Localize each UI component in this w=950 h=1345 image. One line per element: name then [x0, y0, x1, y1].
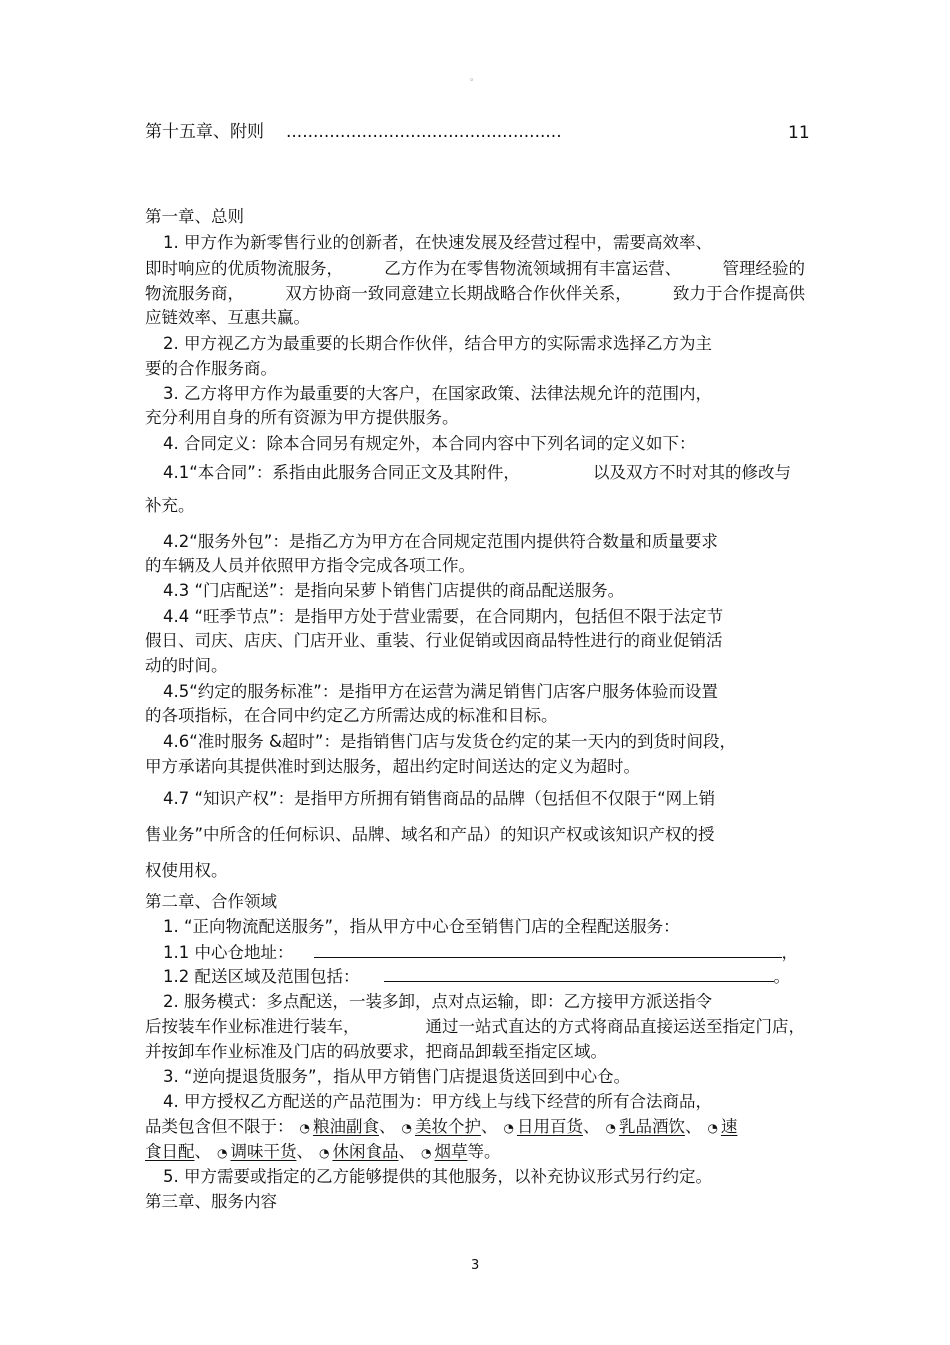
category-item: 调味干货	[230, 1142, 297, 1161]
chapter-1-title: 第一章、总则	[145, 207, 244, 226]
page-number: 3	[471, 1258, 480, 1273]
category-item: 烟草	[434, 1142, 468, 1161]
paragraph	[163, 462, 791, 484]
paragraph: 假日、司庆、店庆、门店开业、重装、行业促销或因商品特性进行的商业促销活	[145, 631, 723, 650]
text-segment: 品类包含但不限于：	[145, 1117, 294, 1136]
delivery-area-blank	[384, 967, 774, 982]
category-item: 美妆个护	[414, 1117, 481, 1136]
paragraph: 3. “逆向提退货服务”，指从甲方销售门店提退货送回到中心仓。	[163, 1067, 631, 1086]
paragraph: 4. 甲方授权乙方配送的产品范围为：甲方线上与线下经营的所有合法商品，	[163, 1092, 712, 1111]
circle-bullet-icon: ◔	[401, 1121, 412, 1135]
circle-bullet-icon: ◔	[605, 1121, 616, 1135]
category-item: 速	[720, 1117, 738, 1136]
paragraph: 4.5“约定的服务标准”：是指甲方在运营为满足销售门店客户服务体验而设置	[163, 682, 718, 701]
paragraph	[145, 258, 805, 280]
paragraph	[145, 1016, 805, 1038]
chapter-3-title: 第三章、服务内容	[145, 1192, 277, 1211]
paragraph: 并按卸车作业标准及门店的码放要求，把商品卸载至指定区域。	[145, 1042, 607, 1061]
text-segment: 即时响应的优质物流服务，	[145, 259, 343, 278]
chapter-2-title: 第二章、合作领域	[145, 892, 277, 911]
circle-bullet-icon: ◔	[707, 1121, 718, 1135]
text-segment: 致力于合作提高供	[673, 284, 805, 303]
text-segment: 4.1“本合同”：系指由此服务合同正文及其附件，	[163, 463, 520, 482]
delivery-area-line	[163, 966, 790, 988]
paragraph: 4.4 “旺季节点”：是指甲方处于营业需要，在合同期内，包括但不限于法定节	[163, 607, 724, 626]
paragraph: 4.6“准时服务 &超时”：是指销售门店与发货仓约定的某一天内的到货时间段，	[163, 732, 736, 751]
category-item: 粮油副食	[312, 1117, 379, 1136]
paragraph: 4.3 “门店配送”：是指向呆萝卜销售门店提供的商品配送服务。	[163, 581, 625, 600]
paragraph: 2. 甲方视乙方为最重要的长期合作伙伴，结合甲方的实际需求选择乙方为主	[163, 334, 712, 353]
text-segment: 后按装车作业标准进行装车，	[145, 1017, 360, 1036]
paragraph: 的车辆及人员并依照甲方指令完成各项工作。	[145, 556, 475, 575]
paragraph: 1. “正向物流配送服务”，指从甲方中心仓至销售门店的全程配送服务：	[163, 917, 680, 936]
category-item: 食日配	[145, 1142, 195, 1161]
category-list-cont: 食日配、 ◔ 调味干货、 ◔ 休闲食品、 ◔ 烟草等。	[145, 1141, 500, 1164]
paragraph: 应链效率、互惠共赢。	[145, 308, 310, 327]
paragraph: 权使用权。	[145, 861, 228, 880]
circle-bullet-icon: ◔	[420, 1146, 432, 1160]
center-warehouse-address-blank	[314, 943, 782, 958]
text-segment: 管理经验的	[722, 259, 805, 278]
text-segment: 1.2 配送区域及范围包括：	[163, 967, 360, 986]
paragraph: 5. 甲方需要或指定的乙方能够提供的其他服务，以补充协议形式另行约定。	[163, 1167, 712, 1186]
toc-page-number: 11	[788, 123, 810, 143]
paragraph: 补充。	[145, 496, 195, 515]
paragraph	[145, 283, 805, 305]
toc-dots: ...................................................	[286, 122, 562, 142]
circle-bullet-icon: ◔	[503, 1121, 514, 1135]
paragraph: 3. 乙方将甲方作为最重要的大客户，在国家政策、法律法规允许的范围内，	[163, 384, 712, 403]
toc-entry	[145, 121, 562, 143]
paragraph: 充分利用自身的所有资源为甲方提供服务。	[145, 408, 459, 427]
text-segment: 物流服务商，	[145, 284, 244, 303]
paragraph: 售业务”中所含的任何标识、品牌、域名和产品）的知识产权或该知识产权的授	[145, 825, 715, 844]
text-segment: 以及双方不时对其的修改与	[593, 463, 791, 482]
paragraph: 4.2“服务外包”：是指乙方为甲方在合同规定范围内提供符合数量和质量要求	[163, 532, 718, 551]
circle-bullet-icon: ◔	[299, 1121, 310, 1135]
category-item: 乳品酒饮	[618, 1117, 685, 1136]
toc-title: 第十五章、附则	[145, 122, 264, 142]
circle-bullet-icon: ◔	[217, 1146, 228, 1160]
text-segment: ，	[781, 943, 798, 962]
paragraph: 动的时间。	[145, 656, 228, 675]
address-line	[163, 942, 798, 964]
paragraph: 甲方承诺向其提供准时到达服务，超出约定时间送达的定义为超时。	[145, 757, 640, 776]
paragraph: 1. 甲方作为新零售行业的创新者，在快速发展及经营过程中，需要高效率、	[163, 233, 712, 252]
paragraph: 2. 服务模式：多点配送，一装多卸，点对点运输，即：乙方接甲方派送指令	[163, 992, 712, 1011]
text-segment: 双方协商一致同意建立长期战略合作伙伴关系，	[285, 284, 632, 303]
circle-bullet-icon: ◔	[318, 1146, 330, 1160]
text-segment: 等。	[467, 1142, 501, 1161]
paragraph: 要的合作服务商。	[145, 359, 277, 378]
category-list: 品类包含但不限于： ◔ 粮油副食、 ◔ 美妆个护、 ◔ 日用百货、 ◔ 乳品酒饮、 ◔ 速	[145, 1116, 737, 1139]
text-segment: 。	[773, 967, 790, 986]
text-segment: 通过一站式直达的方式将商品直接运送至指定门店，	[425, 1017, 805, 1036]
category-item: 日用百货	[516, 1117, 583, 1136]
paragraph: 4.7 “知识产权”：是指甲方所拥有销售商品的品牌（包括但不仅限于“网上销	[163, 789, 716, 808]
paragraph: 4. 合同定义：除本合同另有规定外，本合同内容中下列名词的定义如下：	[163, 434, 696, 453]
category-item: 休闲食品	[332, 1142, 399, 1161]
text-segment: 乙方作为在零售物流领域拥有丰富运营、	[384, 259, 682, 278]
top-mark: 。	[470, 73, 480, 83]
paragraph: 的各项指标，在合同中约定乙方所需达成的标准和目标。	[145, 706, 558, 725]
text-segment: 1.1 中心仓地址：	[163, 943, 294, 962]
